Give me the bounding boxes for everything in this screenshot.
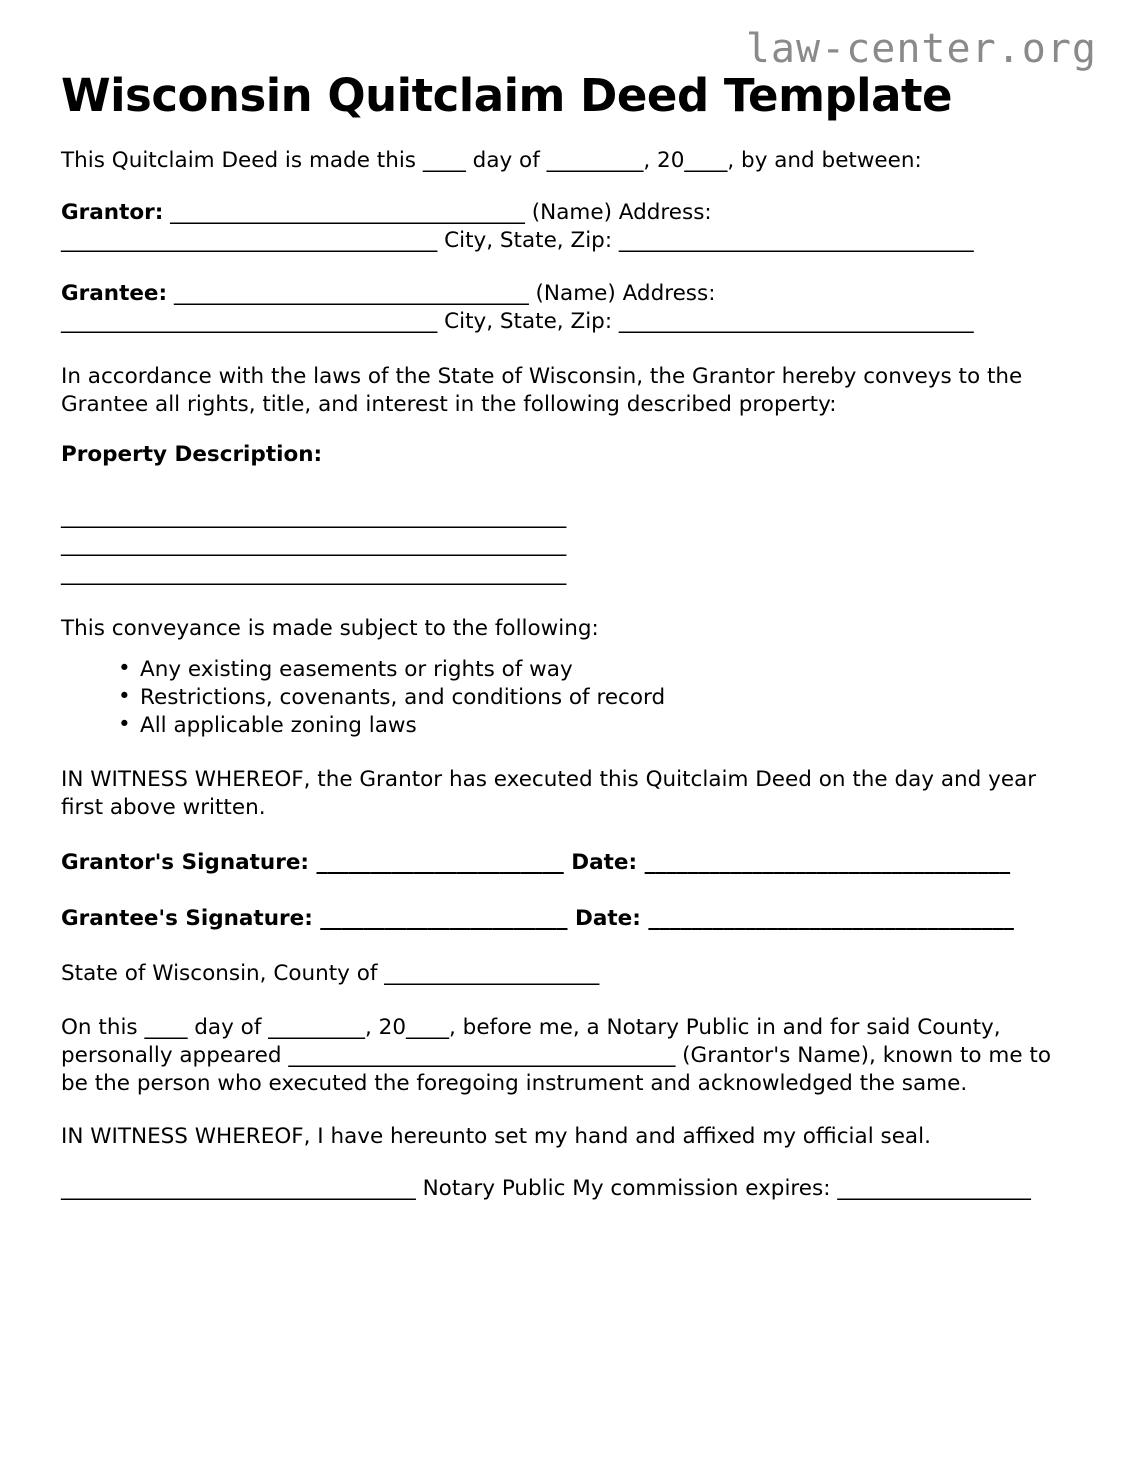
subject-to-intro: This conveyance is made subject to the following: (61, 615, 599, 641)
grantee-name-caption: (Name) Address: (535, 280, 716, 306)
grantor-name-line[interactable]: _________________________________ (170, 199, 525, 225)
notary-expires-line[interactable]: __________________ (837, 1176, 1031, 1202)
grantee-signature-block (61, 878, 1070, 934)
grantee-date-label: Date: (575, 905, 641, 931)
grantor-address-caption: City, State, Zip: (444, 228, 613, 254)
page-title: Wisconsin Quitclaim Deed Template (61, 69, 952, 122)
county-line[interactable]: State of Wisconsin, County of ____________________ (61, 960, 600, 986)
intro-paragraph: This Quitclaim Deed is made this ____ day of _________, 20____, by and between: (61, 147, 922, 173)
grantee-address-line[interactable]: ___________________________________ (61, 309, 438, 335)
site-watermark: law-center.org (745, 26, 1097, 72)
notary-signature-block (61, 1151, 1070, 1204)
grantee-signature-label: Grantee's Signature: (61, 905, 313, 931)
property-description-heading: Property Description: (61, 441, 323, 467)
witness-paragraph: IN WITNESS WHEREOF, the Grantor has executed this Quitclaim Deed on the day and year first above written. (61, 766, 1037, 820)
conditions-list (61, 642, 1070, 739)
notary-witness-paragraph: IN WITNESS WHEREOF, I have hereunto set my hand and affixed my official seal. (61, 1124, 931, 1150)
property-line-3[interactable]: _______________________________________________ (61, 560, 567, 586)
grantor-signature-label: Grantor's Signature: (61, 849, 310, 875)
property-line-1[interactable]: _______________________________________________ (61, 503, 567, 529)
property-description-lines (61, 469, 1070, 589)
grantee-date-line[interactable]: __________________________________ (648, 905, 1014, 931)
list-item: • Any existing easements or rights of way (118, 656, 1070, 684)
list-item: • Restrictions, covenants, and conditions of record (118, 684, 1070, 712)
grantor-label: Grantor: (61, 199, 164, 225)
list-item: • All applicable zoning laws (118, 712, 1070, 740)
grantor-city-line[interactable]: _________________________________ (618, 228, 974, 254)
notary-paragraph: On this ____ day of _________, 20____, before me, a Notary Public in and for said County, personally appeared ____________________________________ (Grantor's Name), known to me to be the person who executed the foregoing instrument and acknowledged the same. (61, 1014, 1051, 1096)
grantee-address-caption: City, State, Zip: (444, 309, 613, 335)
grantor-signature-block (61, 822, 1070, 878)
conveyance-paragraph: In accordance with the laws of the State of Wisconsin, the Grantor hereby conveys to the Grantee all rights, title, and interest in the following described property: (61, 363, 1023, 417)
notary-signature-line[interactable]: _________________________________ (61, 1176, 416, 1202)
grantee-name-line[interactable]: _________________________________ (173, 280, 529, 306)
property-line-2[interactable]: _______________________________________________ (61, 532, 567, 558)
grantee-signature-line[interactable]: _______________________ (320, 905, 568, 931)
grantor-block (61, 175, 1070, 256)
grantee-block (61, 256, 1070, 337)
grantee-city-line[interactable]: _________________________________ (618, 309, 974, 335)
grantor-date-label: Date: (571, 849, 638, 875)
grantee-label: Grantee: (61, 280, 168, 306)
grantor-date-line[interactable]: __________________________________ (644, 849, 1011, 875)
grantor-address-line[interactable]: ___________________________________ (61, 228, 438, 254)
grantor-signature-line[interactable]: _______________________ (316, 849, 564, 875)
grantor-name-caption: (Name) Address: (531, 199, 712, 225)
notary-signature-caption: Notary Public My commission expires: (422, 1176, 831, 1202)
